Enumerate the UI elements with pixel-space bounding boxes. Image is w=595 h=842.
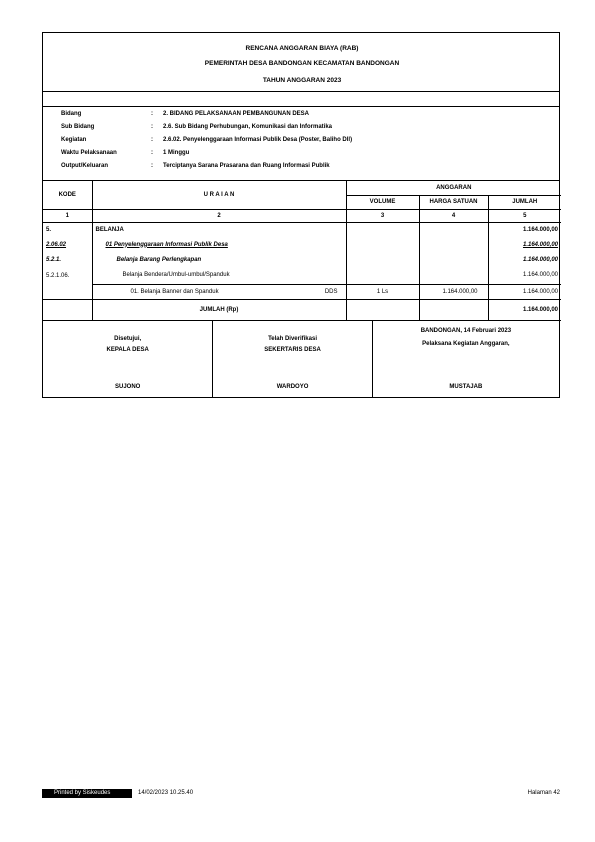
signature-kepala-desa [43,321,213,397]
info-value: 2.6.02. Penyelenggaraan Informasi Publik Desa (Poster, Baliho Dll) [163,137,353,143]
page-number: Halaman 42 [527,790,560,796]
info-row-output [61,163,330,173]
row-volume [346,252,419,267]
info-separator: : [151,124,153,130]
info-separator: : [151,111,153,117]
anggaran-header: ANGGARAN [346,181,561,195]
row-uraian [92,284,346,299]
info-separator: : [151,150,153,156]
row-jumlah: 1.164.000,00 [488,252,561,267]
signature-name: WARDOYO [276,383,309,390]
column-number-row [43,209,561,222]
col-number: 5 [488,209,561,222]
rab-document [42,32,560,398]
table-row [43,237,561,252]
row-harga [419,267,488,284]
row-jumlah: 1.164.000,00 [488,284,561,299]
row-uraian: BELANJA [92,222,346,237]
row-kode [43,284,92,299]
info-separator: : [151,137,153,143]
row-harga: 1.164.000,00 [419,284,488,299]
table-row [43,252,561,267]
signature-caption: Telah Diverifikasi [268,335,317,342]
row-volume [346,267,419,284]
row-harga [419,237,488,252]
total-harga [419,299,488,320]
signature-pelaksana [373,321,559,397]
row-jumlah: 1.164.000,00 [488,267,561,284]
row-volume [346,222,419,237]
col-number: 4 [419,209,488,222]
total-kode [43,299,92,320]
row-harga [419,222,488,237]
info-value: 1 Minggu [163,150,190,156]
col-number: 3 [346,209,419,222]
jumlah-header: JUMLAH [488,195,561,209]
row-kode: 2.06.02 [43,237,92,252]
row-kode: 5.2.1. [43,252,92,267]
info-row-bidang [61,111,309,121]
info-label: Output/Keluaran [61,163,109,169]
info-value: 2.6. Sub Bidang Perhubungan, Komunikasi dan Informatika [163,124,333,130]
info-value: 2. BIDANG PELAKSANAAN PEMBANGUNAN DESA [163,111,310,117]
document-title: RENCANA ANGGARAN BIAYA (RAB) [245,45,359,52]
row-jumlah: 1.164.000,00 [488,222,561,237]
table-header-row [43,181,561,195]
row-uraian: Belanja Bendera/Umbul-umbul/Spanduk [92,267,346,284]
info-label: Bidang [61,111,82,117]
header-spacer [43,92,559,107]
signature-name: SUJONO [115,383,141,390]
uraian-header: U R A I A N [92,181,346,209]
kode-header: KODE [43,181,92,209]
signature-role: Pelaksana Kegiatan Anggaran, [422,340,510,347]
table-row [43,267,561,284]
document-header [43,33,559,92]
row-jumlah: 1.164.000,00 [488,237,561,252]
signature-name: MUSTAJAB [449,383,483,390]
total-volume [346,299,419,320]
signature-sekretaris-desa [213,321,372,397]
col-number: 1 [43,209,92,222]
total-row [43,299,561,320]
info-label: Waktu Pelaksanaan [61,150,117,156]
signature-section [43,321,559,397]
row-kode: 5.2.1.06. [43,267,92,284]
info-value: Terciptanya Sarana Prasarana dan Ruang Informasi Publik [163,163,330,169]
info-label: Kegiatan [61,137,87,143]
activity-info [43,107,559,181]
budget-year: TAHUN ANGGARAN 2023 [262,77,342,84]
total-label: JUMLAH (Rp) [92,299,346,320]
info-row-sub-bidang [61,124,332,134]
document-subtitle: PEMERINTAH DESA BANDONGAN KECAMATAN BANDONGAN [204,60,400,67]
row-source: DDS [324,288,338,295]
harga-header: HARGA SATUAN [419,195,488,209]
budget-table [43,181,561,321]
signature-caption: Disetujui, [114,335,142,342]
col-number: 2 [92,209,346,222]
row-uraian: Belanja Barang Perlengkapan [92,252,346,267]
row-harga [419,252,488,267]
info-label: Sub Bidang [61,124,95,130]
info-row-kegiatan [61,137,352,147]
row-volume [346,237,419,252]
row-kode: 5. [43,222,92,237]
table-row [43,284,561,299]
total-value: 1.164.000,00 [488,299,561,320]
print-datetime: 14/02/2023 10.25.40 [138,790,194,796]
page-footer [42,789,560,798]
signature-role: SEKERTARIS DESA [264,346,321,353]
row-uraian: 01 Penyelenggaraan Informasi Publik Desa [92,237,346,252]
volume-header: VOLUME [346,195,419,209]
info-separator: : [151,163,153,169]
row-uraian-text: 01. Belanja Banner dan Spanduk [130,288,219,295]
printed-by-badge: Printed by Siskeudes [42,789,132,798]
row-volume: 1 Ls [346,284,419,299]
signature-role: KEPALA DESA [106,346,149,353]
table-row [43,222,561,237]
info-row-waktu [61,150,189,160]
signature-place-date: BANDONGAN, 14 Februari 2023 [420,327,512,334]
